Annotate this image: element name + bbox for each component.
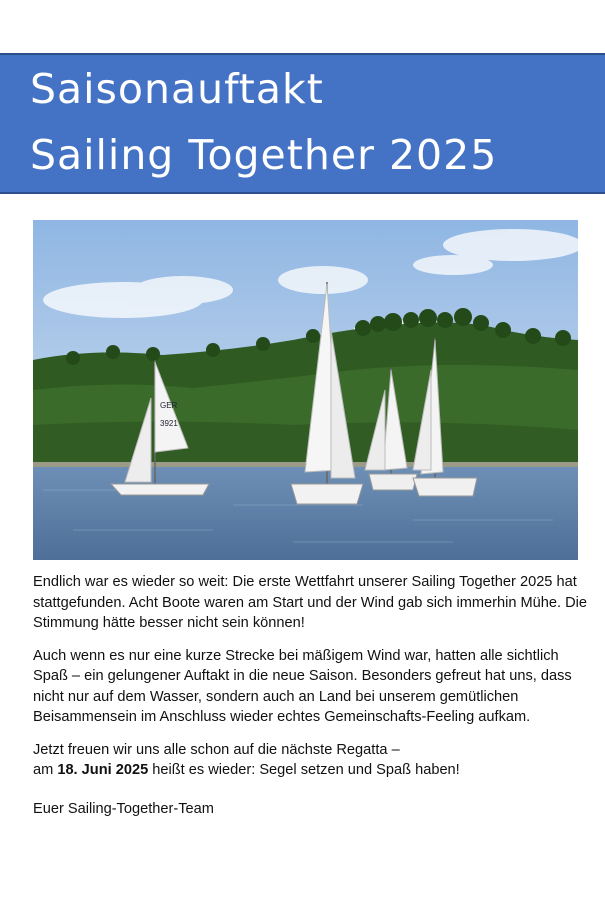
next-regatta-date: 18. Juni 2025	[57, 762, 149, 778]
title-line-1: Saisonauftakt	[30, 65, 324, 113]
svg-text:3921: 3921	[160, 419, 178, 428]
sailboats-photo	[33, 220, 578, 560]
svg-text:GER: GER	[160, 401, 178, 410]
article-body	[33, 572, 588, 831]
next-regatta-suffix: heißt es wieder: Segel setzen und Spaß haben!	[148, 762, 460, 778]
next-regatta-line1: Jetzt freuen wir uns alle schon auf die nächste Regatta –	[33, 741, 400, 758]
paragraph-intro: Endlich war es wieder so weit: Die erste Wettfahrt unserer Sailing Together 2025 hat stattgefunden. Acht Boote waren am Start und der Wind gab sich immerhin Mühe. Die Stimmung hätte besser nicht sein können!	[33, 574, 588, 631]
title-line-2: Sailing Together 2025	[30, 131, 498, 179]
paragraph-details: Auch wenn es nur eine kurze Strecke bei mäßigem Wind war, hatten alle sichtlich Spaß – ein gelungener Auftakt in die neue Saison. Besonders gefreut hat uns, dass nicht nur auf dem Wasser, sondern auch an Land bei unserem gemütlichen Beisammensein im Anschluss wieder echtes Gemeinschafts-Feeling aufkam.	[33, 647, 572, 725]
title-banner	[0, 53, 605, 194]
next-regatta-prefix: am	[33, 762, 58, 778]
paragraph-next-regatta	[33, 740, 588, 781]
signature: Euer Sailing-Together-Team	[33, 800, 214, 817]
